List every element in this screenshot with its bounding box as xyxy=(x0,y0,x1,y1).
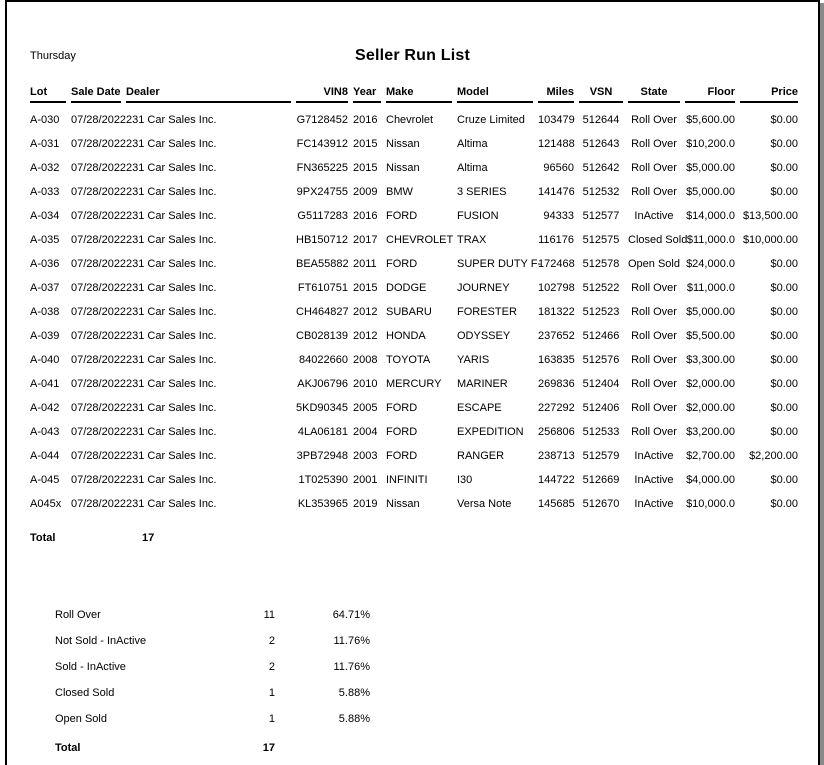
cell-miles: 121488 xyxy=(538,138,575,150)
cell-vsn: 512404 xyxy=(582,378,620,390)
cell-dealer: 231 Car Sales Inc. xyxy=(126,402,217,414)
cell-model: FUSION xyxy=(457,210,499,222)
table-row xyxy=(30,276,798,300)
cell-make: HONDA xyxy=(386,330,426,342)
cell-model: ESCAPE xyxy=(457,402,502,414)
cell-model: TRAX xyxy=(457,234,487,246)
cell-vin8: 84022660 xyxy=(299,354,348,366)
cell-floor: $3,200.00 xyxy=(686,426,735,438)
cell-miles: 144722 xyxy=(538,474,575,486)
cell-make: FORD xyxy=(386,402,418,414)
table-row xyxy=(30,132,798,156)
cell-vin8: 4LA06181 xyxy=(297,426,348,438)
report-weekday: Thursday xyxy=(30,50,76,62)
cell-make: FORD xyxy=(386,258,418,270)
cell-make: Nissan xyxy=(386,162,420,174)
cell-sale-date: 07/28/2022 xyxy=(71,330,127,342)
summary-row xyxy=(55,602,370,628)
table-row xyxy=(30,348,798,372)
summary-count: 2 xyxy=(268,661,275,673)
cell-floor: $11,000.0 xyxy=(686,282,735,294)
cell-vsn: 512644 xyxy=(582,114,620,126)
cell-dealer: 231 Car Sales Inc. xyxy=(126,162,217,174)
cell-sale-date: 07/28/2022 xyxy=(71,186,127,198)
cell-model: Altima xyxy=(457,162,488,174)
cell-floor: $10,200.0 xyxy=(686,138,735,150)
cell-miles: 102798 xyxy=(538,282,575,294)
summary-row xyxy=(55,628,370,654)
cell-state: Roll Over xyxy=(631,426,677,438)
cell-make: Nissan xyxy=(386,138,420,150)
cell-floor: $3,300.00 xyxy=(686,354,735,366)
cell-vsn: 512523 xyxy=(582,306,620,318)
cell-vsn: 512577 xyxy=(582,210,620,222)
column-header-model: Model xyxy=(457,86,533,103)
cell-floor: $2,000.00 xyxy=(686,402,735,414)
cell-floor: $5,000.00 xyxy=(686,306,735,318)
cell-lot: A-039 xyxy=(30,330,60,342)
cell-lot: A-030 xyxy=(30,114,60,126)
cell-floor: $5,500.00 xyxy=(686,330,735,342)
cell-lot: A-042 xyxy=(30,402,60,414)
cell-make: MERCURY xyxy=(386,378,442,390)
cell-vsn: 512579 xyxy=(582,450,620,462)
cell-dealer: 231 Car Sales Inc. xyxy=(126,210,217,222)
cell-vin8: FT610751 xyxy=(297,282,348,294)
cell-year: 2016 xyxy=(353,114,378,126)
summary-row xyxy=(55,680,370,706)
cell-sale-date: 07/28/2022 xyxy=(71,450,127,462)
cell-dealer: 231 Car Sales Inc. xyxy=(126,186,217,198)
table-row xyxy=(30,396,798,420)
cell-lot: A-034 xyxy=(30,210,60,222)
state-summary-total xyxy=(55,735,370,761)
column-header-floor: Floor xyxy=(685,86,735,103)
summary-label: Not Sold - InActive xyxy=(55,635,147,647)
cell-dealer: 231 Car Sales Inc. xyxy=(126,234,217,246)
summary-label: Roll Over xyxy=(55,609,101,621)
cell-price: $0.00 xyxy=(770,498,798,510)
column-header-miles: Miles xyxy=(538,86,574,103)
table-row xyxy=(30,444,798,468)
cell-price: $0.00 xyxy=(770,306,798,318)
table-row xyxy=(30,420,798,444)
table-row xyxy=(30,156,798,180)
cell-dealer: 231 Car Sales Inc. xyxy=(126,354,217,366)
cell-dealer: 231 Car Sales Inc. xyxy=(126,498,217,510)
cell-miles: 116176 xyxy=(538,234,574,246)
cell-sale-date: 07/28/2022 xyxy=(71,498,127,510)
cell-floor: $24,000.0 xyxy=(686,258,735,270)
cell-model: EXPEDITION xyxy=(457,426,524,438)
cell-year: 2001 xyxy=(353,474,378,486)
column-header-sale-date: Sale Date xyxy=(71,86,121,103)
cell-miles: 181322 xyxy=(538,306,575,318)
cell-lot: A-041 xyxy=(30,378,60,390)
cell-year: 2016 xyxy=(353,210,378,222)
cell-price: $2,200.00 xyxy=(749,450,798,462)
column-header-price: Price xyxy=(740,86,798,103)
cell-floor: $5,000.00 xyxy=(686,162,735,174)
cell-make: FORD xyxy=(386,426,418,438)
cell-vin8: FC143912 xyxy=(296,138,348,150)
cell-vsn: 512533 xyxy=(582,426,620,438)
summary-row xyxy=(55,706,370,732)
cell-sale-date: 07/28/2022 xyxy=(71,282,127,294)
cell-model: ODYSSEY xyxy=(457,330,511,342)
cell-price: $10,000.00 xyxy=(742,234,798,246)
cell-state: Roll Over xyxy=(631,162,677,174)
cell-vsn: 512522 xyxy=(582,282,620,294)
cell-make: Chevrolet xyxy=(386,114,434,126)
cell-year: 2011 xyxy=(353,258,377,270)
summary-pct: 11.76% xyxy=(333,661,370,673)
page-edge-shadow xyxy=(820,3,824,765)
cell-sale-date: 07/28/2022 xyxy=(71,426,127,438)
cell-sale-date: 07/28/2022 xyxy=(71,378,127,390)
cell-lot: A-033 xyxy=(30,186,60,198)
cell-sale-date: 07/28/2022 xyxy=(71,306,127,318)
cell-miles: 103479 xyxy=(538,114,575,126)
cell-vin8: CH464827 xyxy=(296,306,349,318)
cell-vin8: FN365225 xyxy=(296,162,348,174)
cell-dealer: 231 Car Sales Inc. xyxy=(126,258,217,270)
cell-year: 2015 xyxy=(353,162,378,174)
column-header-lot: Lot xyxy=(30,86,66,103)
cell-lot: A-035 xyxy=(30,234,60,246)
cell-vin8: AKJ06796 xyxy=(297,378,348,390)
cell-state: InActive xyxy=(634,210,674,222)
cell-dealer: 231 Car Sales Inc. xyxy=(126,306,217,318)
cell-price: $0.00 xyxy=(770,474,798,486)
column-header-vsn: VSN xyxy=(579,86,623,103)
table-row xyxy=(30,468,798,492)
table-row xyxy=(30,204,798,228)
cell-vin8: G7128452 xyxy=(296,114,348,126)
report-page xyxy=(5,0,820,765)
cell-make: FORD xyxy=(386,450,418,462)
cell-model: 3 SERIES xyxy=(457,186,507,198)
cell-miles: 227292 xyxy=(538,402,575,414)
cell-year: 2004 xyxy=(353,426,378,438)
table-row xyxy=(30,228,798,252)
cell-sale-date: 07/28/2022 xyxy=(71,234,127,246)
column-header-state: State xyxy=(628,86,680,103)
cell-state: Roll Over xyxy=(631,114,677,126)
cell-state: InActive xyxy=(634,474,674,486)
table-row xyxy=(30,300,798,324)
cell-lot: A-032 xyxy=(30,162,60,174)
cell-floor: $5,000.00 xyxy=(686,186,735,198)
cell-vin8: 5KD90345 xyxy=(296,402,348,414)
cell-vsn: 512578 xyxy=(582,258,620,270)
cell-state: Roll Over xyxy=(631,282,677,294)
cell-price: $0.00 xyxy=(770,426,798,438)
cell-state: Roll Over xyxy=(631,378,677,390)
cell-floor: $2,700.00 xyxy=(686,450,735,462)
cell-vsn: 512576 xyxy=(582,354,620,366)
summary-pct: 5.88% xyxy=(338,713,370,725)
cell-vin8: BEA55882 xyxy=(296,258,349,270)
cell-make: SUBARU xyxy=(386,306,432,318)
table-row xyxy=(30,180,798,204)
table-row xyxy=(30,492,798,516)
cell-price: $0.00 xyxy=(770,402,798,414)
table-row xyxy=(30,108,798,132)
cell-state: Roll Over xyxy=(631,186,677,198)
cell-lot: A-044 xyxy=(30,450,60,462)
cell-year: 2005 xyxy=(353,402,378,414)
cell-model: YARIS xyxy=(457,354,490,366)
cell-miles: 141476 xyxy=(538,186,575,198)
cell-model: MARINER xyxy=(457,378,508,390)
cell-year: 2015 xyxy=(353,138,378,150)
summary-row xyxy=(55,654,370,680)
cell-year: 2012 xyxy=(353,306,378,318)
cell-make: CHEVROLET xyxy=(386,234,454,246)
column-header-dealer: Dealer xyxy=(126,86,291,103)
cell-year: 2012 xyxy=(353,330,378,342)
cell-make: BMW xyxy=(386,186,413,198)
cell-dealer: 231 Car Sales Inc. xyxy=(126,114,217,126)
cell-dealer: 231 Car Sales Inc. xyxy=(126,378,217,390)
page-title: Seller Run List xyxy=(354,47,471,64)
summary-count: 1 xyxy=(268,687,275,699)
cell-sale-date: 07/28/2022 xyxy=(71,402,127,414)
table-row xyxy=(30,252,798,276)
cell-vin8: KL353965 xyxy=(297,498,348,510)
table-body xyxy=(30,108,798,516)
cell-price: $0.00 xyxy=(770,330,798,342)
cell-state: Roll Over xyxy=(631,330,677,342)
cell-vsn: 512669 xyxy=(582,474,620,486)
cell-sale-date: 07/28/2022 xyxy=(71,354,127,366)
cell-price: $13,500.00 xyxy=(742,210,798,222)
cell-make: TOYOTA xyxy=(386,354,431,366)
cell-sale-date: 07/28/2022 xyxy=(71,210,127,222)
table-row xyxy=(30,372,798,396)
cell-floor: $14,000.0 xyxy=(686,210,735,222)
cell-price: $0.00 xyxy=(770,354,798,366)
cell-year: 2008 xyxy=(353,354,378,366)
cell-sale-date: 07/28/2022 xyxy=(71,474,127,486)
cell-price: $0.00 xyxy=(770,162,798,174)
cell-price: $0.00 xyxy=(770,378,798,390)
cell-miles: 172468 xyxy=(538,258,575,270)
summary-pct: 11.76% xyxy=(333,635,370,647)
cell-miles: 163835 xyxy=(538,354,575,366)
cell-vin8: HB150712 xyxy=(296,234,348,246)
cell-dealer: 231 Car Sales Inc. xyxy=(126,282,217,294)
cell-lot: A-038 xyxy=(30,306,60,318)
cell-lot: A-037 xyxy=(30,282,60,294)
table-total-row xyxy=(30,532,155,544)
cell-floor: $5,600.00 xyxy=(686,114,735,126)
cell-lot: A-031 xyxy=(30,138,60,150)
cell-vin8: G5117283 xyxy=(297,210,348,222)
cell-year: 2003 xyxy=(353,450,378,462)
cell-lot: A-040 xyxy=(30,354,60,366)
cell-make: DODGE xyxy=(386,282,427,294)
cell-state: Open Sold xyxy=(628,258,680,270)
cell-state: InActive xyxy=(634,450,674,462)
cell-vsn: 512643 xyxy=(582,138,620,150)
cell-miles: 94333 xyxy=(543,210,574,222)
cell-model: JOURNEY xyxy=(457,282,510,294)
summary-count: 11 xyxy=(263,609,275,621)
cell-vin8: 1T025390 xyxy=(298,474,348,486)
cell-vsn: 512642 xyxy=(582,162,620,174)
summary-label: Open Sold xyxy=(55,713,107,725)
summary-pct: 64.71% xyxy=(332,609,370,621)
cell-vsn: 512670 xyxy=(582,498,620,510)
cell-dealer: 231 Car Sales Inc. xyxy=(126,138,217,150)
cell-model: Cruze Limited xyxy=(457,114,525,126)
cell-state: InActive xyxy=(634,498,674,510)
cell-floor: $10,000.0 xyxy=(686,498,735,510)
table-total-label: Total xyxy=(30,532,56,544)
table-header-row xyxy=(30,86,798,103)
cell-dealer: 231 Car Sales Inc. xyxy=(126,330,217,342)
cell-vin8: 3PB72948 xyxy=(296,450,348,462)
cell-model: Versa Note xyxy=(457,498,512,510)
cell-make: INFINITI xyxy=(386,474,428,486)
column-header-make: Make xyxy=(386,86,452,103)
summary-count: 2 xyxy=(268,635,275,647)
cell-vsn: 512466 xyxy=(582,330,620,342)
cell-model: RANGER xyxy=(457,450,505,462)
summary-pct: 5.88% xyxy=(338,687,370,699)
cell-state: Roll Over xyxy=(631,402,677,414)
cell-state: Roll Over xyxy=(631,354,677,366)
cell-miles: 256806 xyxy=(538,426,575,438)
summary-total-label: Total xyxy=(55,742,81,754)
cell-miles: 238713 xyxy=(538,450,575,462)
cell-price: $0.00 xyxy=(770,114,798,126)
cell-dealer: 231 Car Sales Inc. xyxy=(126,450,217,462)
cell-floor: $4,000.00 xyxy=(686,474,735,486)
cell-year: 2010 xyxy=(353,378,378,390)
cell-lot: A-043 xyxy=(30,426,60,438)
summary-count: 1 xyxy=(268,713,275,725)
cell-year: 2017 xyxy=(353,234,378,246)
cell-lot: A-036 xyxy=(30,258,60,270)
cell-model: SUPER DUTY F- xyxy=(457,258,542,270)
cell-lot: A-045 xyxy=(30,474,60,486)
cell-price: $0.00 xyxy=(770,186,798,198)
cell-year: 2019 xyxy=(353,498,378,510)
column-header-vin8: VIN8 xyxy=(296,86,348,103)
cell-price: $0.00 xyxy=(770,282,798,294)
summary-label: Sold - InActive xyxy=(55,661,126,673)
cell-state: Closed Sold xyxy=(628,234,688,246)
cell-price: $0.00 xyxy=(770,138,798,150)
cell-vin8: CB028139 xyxy=(296,330,348,342)
cell-year: 2015 xyxy=(353,282,378,294)
cell-vsn: 512575 xyxy=(582,234,620,246)
cell-make: Nissan xyxy=(386,498,420,510)
cell-model: FORESTER xyxy=(457,306,517,318)
cell-dealer: 231 Car Sales Inc. xyxy=(126,426,217,438)
cell-year: 2009 xyxy=(353,186,378,198)
cell-miles: 96560 xyxy=(543,162,574,174)
cell-floor: $2,000.00 xyxy=(686,378,735,390)
table-row xyxy=(30,324,798,348)
summary-label: Closed Sold xyxy=(55,687,115,699)
cell-vsn: 512532 xyxy=(582,186,620,198)
cell-make: FORD xyxy=(386,210,418,222)
cell-state: Roll Over xyxy=(631,138,677,150)
cell-miles: 237652 xyxy=(538,330,575,342)
cell-sale-date: 07/28/2022 xyxy=(71,258,127,270)
cell-model: I30 xyxy=(457,474,473,486)
cell-model: Altima xyxy=(457,138,488,150)
cell-floor: $11,000.0 xyxy=(686,234,735,246)
cell-sale-date: 07/28/2022 xyxy=(71,138,127,150)
cell-state: Roll Over xyxy=(631,306,677,318)
state-summary xyxy=(55,602,370,732)
cell-sale-date: 07/28/2022 xyxy=(71,114,127,126)
cell-dealer: 231 Car Sales Inc. xyxy=(126,474,217,486)
cell-miles: 145685 xyxy=(538,498,575,510)
cell-lot: A045x xyxy=(30,498,62,510)
cell-vsn: 512406 xyxy=(582,402,620,414)
cell-vin8: 9PX24755 xyxy=(296,186,348,198)
summary-total-count: 17 xyxy=(262,742,275,754)
column-header-year: Year xyxy=(353,86,381,103)
table-total-count: 17 xyxy=(142,532,155,544)
cell-price: $0.00 xyxy=(770,258,798,270)
cell-sale-date: 07/28/2022 xyxy=(71,162,127,174)
cell-miles: 269836 xyxy=(538,378,575,390)
